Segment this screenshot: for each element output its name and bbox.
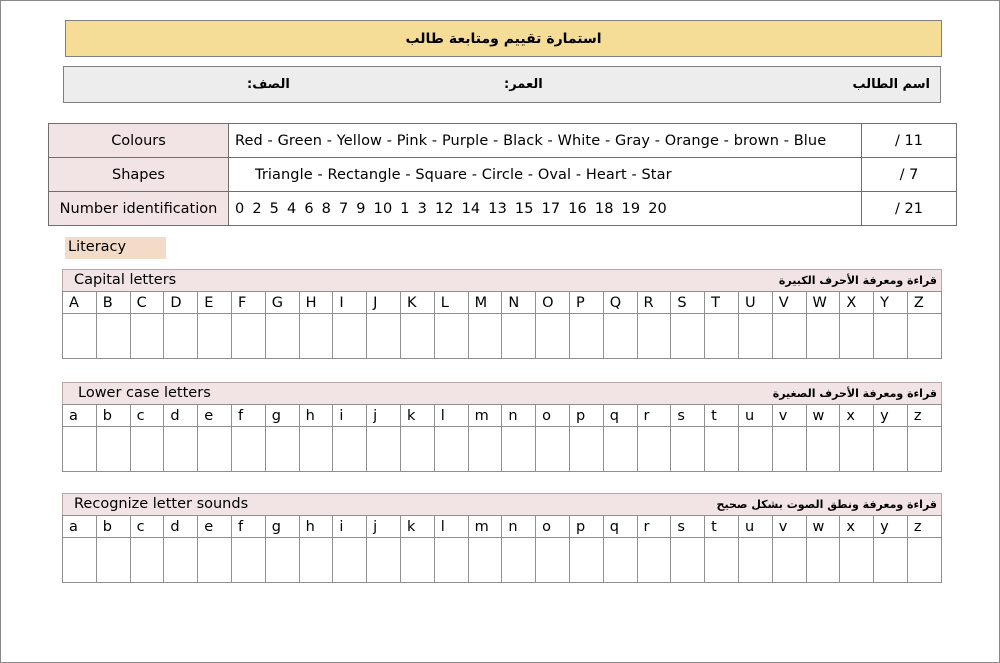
letter-cell: x <box>840 516 874 538</box>
letter-cell: Z <box>907 292 941 314</box>
answer-cell[interactable] <box>333 427 367 472</box>
answer-cell[interactable] <box>874 314 908 359</box>
answer-cell[interactable] <box>874 427 908 472</box>
answer-cell[interactable] <box>367 314 401 359</box>
letter-cell: r <box>637 516 671 538</box>
number-item: 10 <box>373 200 393 217</box>
answer-cell[interactable] <box>907 314 941 359</box>
block-title: Recognize letter sounds <box>74 496 249 512</box>
answer-cell[interactable] <box>231 314 265 359</box>
letter-cell: i <box>333 516 367 538</box>
letter-cell: J <box>367 292 401 314</box>
answer-cell[interactable] <box>840 538 874 583</box>
letter-cell: s <box>671 516 705 538</box>
letter-cell: n <box>502 516 536 538</box>
letter-row <box>63 292 942 314</box>
answer-cell[interactable] <box>468 314 502 359</box>
answer-cell[interactable] <box>299 314 333 359</box>
letter-cell: q <box>603 516 637 538</box>
letter-cell: R <box>637 292 671 314</box>
answer-cell[interactable] <box>130 538 164 583</box>
answer-cell[interactable] <box>907 427 941 472</box>
answer-cell[interactable] <box>502 538 536 583</box>
block-arabic-title: قراءة ومعرفة الأحرف الكبيرة <box>778 274 937 287</box>
answer-cell[interactable] <box>130 427 164 472</box>
answer-cell[interactable] <box>198 538 232 583</box>
answer-cell[interactable] <box>434 538 468 583</box>
answer-cell[interactable] <box>840 427 874 472</box>
literacy-label: Literacy <box>65 237 166 259</box>
block-header <box>62 269 942 291</box>
number-item: 1 <box>400 200 410 217</box>
letter-cell: b <box>96 516 130 538</box>
answer-cell[interactable] <box>806 538 840 583</box>
answer-cell[interactable] <box>63 538 97 583</box>
answer-cell[interactable] <box>265 314 299 359</box>
letter-cell: H <box>299 292 333 314</box>
letter-cell: d <box>164 405 198 427</box>
letter-cell: c <box>130 405 164 427</box>
answer-cell[interactable] <box>738 314 772 359</box>
letter-cell: q <box>603 405 637 427</box>
letter-cell: w <box>806 405 840 427</box>
letter-cell: g <box>265 516 299 538</box>
answer-row <box>63 314 942 359</box>
number-item: 17 <box>541 200 561 217</box>
answer-cell[interactable] <box>198 427 232 472</box>
letter-cell: i <box>333 405 367 427</box>
answer-cell[interactable] <box>671 427 705 472</box>
answer-cell[interactable] <box>603 314 637 359</box>
answer-cell[interactable] <box>705 427 739 472</box>
answer-cell[interactable] <box>367 427 401 472</box>
letter-cell: Q <box>603 292 637 314</box>
letter-cell: O <box>536 292 570 314</box>
number-item: 18 <box>594 200 614 217</box>
answer-cell[interactable] <box>434 314 468 359</box>
lower-case-block <box>62 382 942 472</box>
letter-cell: F <box>231 292 265 314</box>
skill-label: Number identification <box>49 192 229 226</box>
answer-cell[interactable] <box>569 427 603 472</box>
letter-cell: s <box>671 405 705 427</box>
letter-cell: D <box>164 292 198 314</box>
answer-cell[interactable] <box>299 427 333 472</box>
letter-cell: P <box>569 292 603 314</box>
answer-cell[interactable] <box>637 314 671 359</box>
answer-cell[interactable] <box>637 427 671 472</box>
answer-cell[interactable] <box>502 427 536 472</box>
skill-items: Triangle - Rectangle - Square - Circle - Oval - Heart - Star <box>229 158 862 192</box>
letter-cell: h <box>299 405 333 427</box>
letter-sounds-block <box>62 493 942 583</box>
answer-cell[interactable] <box>434 427 468 472</box>
capital-letters-block <box>62 269 942 359</box>
letter-cell: d <box>164 516 198 538</box>
letter-cell: u <box>738 405 772 427</box>
answer-cell[interactable] <box>96 427 130 472</box>
letter-cell: f <box>231 405 265 427</box>
letter-cell: W <box>806 292 840 314</box>
skills-table <box>48 123 957 226</box>
answer-cell[interactable] <box>231 538 265 583</box>
letter-cell: m <box>468 405 502 427</box>
letter-cell: N <box>502 292 536 314</box>
answer-cell[interactable] <box>671 538 705 583</box>
answer-cell[interactable] <box>400 538 434 583</box>
letter-cell: g <box>265 405 299 427</box>
block-arabic-title: قراءة ومعرفة ونطق الصوت بشكل صحيح <box>716 498 937 511</box>
letter-cell: m <box>468 516 502 538</box>
letter-cell: p <box>569 405 603 427</box>
block-title: Lower case letters <box>78 385 211 401</box>
answer-row <box>63 427 942 472</box>
letter-cell: r <box>637 405 671 427</box>
letter-cell: C <box>130 292 164 314</box>
letter-grid <box>62 515 942 583</box>
skills-row-colours <box>49 124 957 158</box>
skill-score: / 11 <box>862 124 957 158</box>
answer-cell[interactable] <box>400 427 434 472</box>
letter-cell: v <box>772 405 806 427</box>
answer-cell[interactable] <box>164 538 198 583</box>
number-item: 0 <box>235 200 245 217</box>
answer-cell[interactable] <box>198 314 232 359</box>
number-item: 9 <box>356 200 366 217</box>
skill-label: Shapes <box>49 158 229 192</box>
number-item: 3 <box>417 200 427 217</box>
answer-cell[interactable] <box>130 314 164 359</box>
answer-cell[interactable] <box>772 427 806 472</box>
letter-cell: e <box>198 405 232 427</box>
letter-cell: M <box>468 292 502 314</box>
answer-cell[interactable] <box>367 538 401 583</box>
letter-cell: z <box>907 405 941 427</box>
skill-label: Colours <box>49 124 229 158</box>
letter-cell: Y <box>874 292 908 314</box>
letter-cell: K <box>400 292 434 314</box>
letter-cell: l <box>434 405 468 427</box>
number-item: 5 <box>269 200 279 217</box>
answer-cell[interactable] <box>536 427 570 472</box>
number-item: 13 <box>488 200 507 217</box>
number-item: 19 <box>621 200 641 217</box>
answer-row <box>63 538 942 583</box>
letter-cell: f <box>231 516 265 538</box>
letter-cell: I <box>333 292 367 314</box>
letter-row <box>63 516 942 538</box>
answer-cell[interactable] <box>772 538 806 583</box>
number-item: 7 <box>338 200 349 217</box>
answer-cell[interactable] <box>63 427 97 472</box>
answer-cell[interactable] <box>502 314 536 359</box>
letter-cell: t <box>705 516 739 538</box>
answer-cell[interactable] <box>333 538 367 583</box>
answer-cell[interactable] <box>874 538 908 583</box>
number-item: 8 <box>321 200 331 217</box>
answer-cell[interactable] <box>96 314 130 359</box>
answer-cell[interactable] <box>569 538 603 583</box>
number-item: 14 <box>461 200 481 217</box>
answer-cell[interactable] <box>536 538 570 583</box>
skill-score: / 21 <box>862 192 957 226</box>
answer-cell[interactable] <box>96 538 130 583</box>
letter-cell: y <box>874 405 908 427</box>
answer-cell[interactable] <box>299 538 333 583</box>
number-item: 4 <box>286 200 297 217</box>
answer-cell[interactable] <box>738 538 772 583</box>
answer-cell[interactable] <box>164 427 198 472</box>
letter-cell: l <box>434 516 468 538</box>
letter-cell: p <box>569 516 603 538</box>
letter-cell: G <box>265 292 299 314</box>
answer-cell[interactable] <box>333 314 367 359</box>
letter-cell: S <box>671 292 705 314</box>
letter-cell: w <box>806 516 840 538</box>
answer-cell[interactable] <box>468 427 502 472</box>
letter-cell: k <box>400 405 434 427</box>
letter-cell: v <box>772 516 806 538</box>
answer-cell[interactable] <box>772 314 806 359</box>
number-item: 12 <box>434 200 454 217</box>
letter-cell: o <box>536 516 570 538</box>
answer-cell[interactable] <box>569 314 603 359</box>
letter-cell: x <box>840 405 874 427</box>
letter-cell: A <box>63 292 97 314</box>
answer-cell[interactable] <box>603 538 637 583</box>
answer-cell[interactable] <box>705 314 739 359</box>
letter-cell: u <box>738 516 772 538</box>
block-arabic-title: قراءة ومعرفة الأحرف الصغيرة <box>772 387 937 400</box>
letter-cell: b <box>96 405 130 427</box>
answer-cell[interactable] <box>164 314 198 359</box>
answer-cell[interactable] <box>806 427 840 472</box>
number-item: 20 <box>648 200 667 217</box>
letter-cell: z <box>907 516 941 538</box>
skills-row-shapes <box>49 158 957 192</box>
class-label: الصف: <box>247 77 290 92</box>
answer-cell[interactable] <box>536 314 570 359</box>
letter-cell: a <box>63 516 97 538</box>
letter-cell: j <box>367 405 401 427</box>
answer-cell[interactable] <box>705 538 739 583</box>
letter-row <box>63 405 942 427</box>
block-header <box>62 382 942 404</box>
answer-cell[interactable] <box>806 314 840 359</box>
letter-grid <box>62 291 942 359</box>
letter-cell: e <box>198 516 232 538</box>
number-item: 15 <box>514 200 534 217</box>
student-info-bar <box>63 66 941 103</box>
letter-cell: y <box>874 516 908 538</box>
letter-cell: a <box>63 405 97 427</box>
letter-cell: B <box>96 292 130 314</box>
answer-cell[interactable] <box>468 538 502 583</box>
answer-cell[interactable] <box>231 427 265 472</box>
answer-cell[interactable] <box>840 314 874 359</box>
answer-cell[interactable] <box>265 538 299 583</box>
number-list <box>229 192 862 226</box>
letter-cell: k <box>400 516 434 538</box>
letter-cell: o <box>536 405 570 427</box>
number-item: 6 <box>304 200 314 217</box>
answer-cell[interactable] <box>400 314 434 359</box>
letter-cell: X <box>840 292 874 314</box>
answer-cell[interactable] <box>63 314 97 359</box>
skill-score: / 7 <box>862 158 957 192</box>
answer-cell[interactable] <box>907 538 941 583</box>
letter-grid <box>62 404 942 472</box>
letter-cell: U <box>738 292 772 314</box>
skill-items: Red - Green - Yellow - Pink - Purple - Black - White - Gray - Orange - brown - Blue <box>229 124 862 158</box>
answer-cell[interactable] <box>265 427 299 472</box>
letter-cell: V <box>772 292 806 314</box>
letter-cell: T <box>705 292 739 314</box>
skills-row-numbers <box>49 192 957 226</box>
letter-cell: n <box>502 405 536 427</box>
block-header <box>62 493 942 515</box>
letter-cell: h <box>299 516 333 538</box>
answer-cell[interactable] <box>671 314 705 359</box>
student-name-label: اسم الطالب <box>852 77 930 92</box>
age-label: العمر: <box>504 77 543 92</box>
letter-cell: j <box>367 516 401 538</box>
form-title: استمارة تقييم ومتابعة طالب <box>65 20 942 57</box>
letter-cell: c <box>130 516 164 538</box>
letter-cell: t <box>705 405 739 427</box>
answer-cell[interactable] <box>637 538 671 583</box>
letter-cell: E <box>198 292 232 314</box>
number-item: 2 <box>252 200 262 217</box>
answer-cell[interactable] <box>738 427 772 472</box>
answer-cell[interactable] <box>603 427 637 472</box>
number-item: 16 <box>568 200 587 217</box>
block-title: Capital letters <box>74 272 177 288</box>
letter-cell: L <box>434 292 468 314</box>
